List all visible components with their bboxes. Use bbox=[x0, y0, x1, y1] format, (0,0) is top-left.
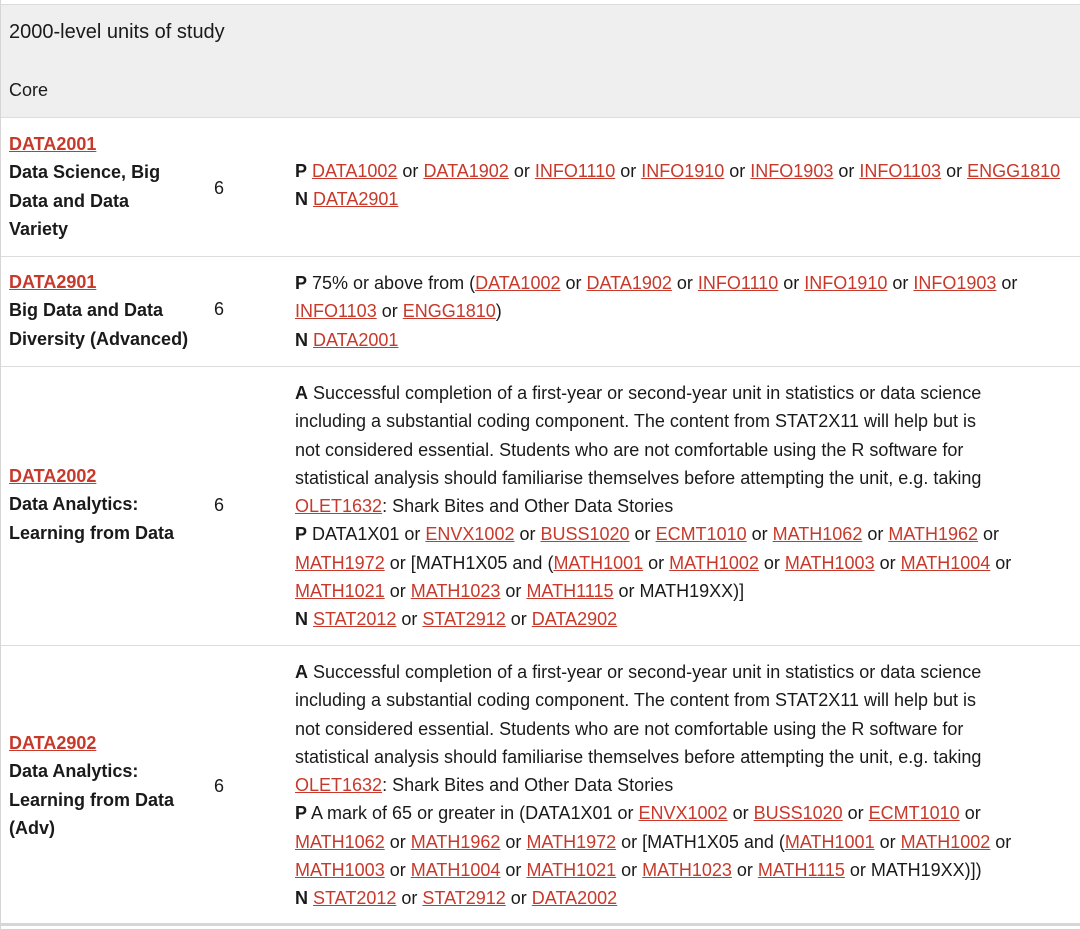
requirements bbox=[295, 157, 1080, 214]
requirement-text: or bbox=[508, 161, 535, 181]
requirement-line bbox=[295, 686, 1080, 714]
requirement-text: or bbox=[560, 273, 587, 293]
requirement-text: or bbox=[396, 888, 423, 909]
unit-link[interactable]: DATA2001 bbox=[313, 329, 399, 350]
requirement-text: : Shark Bites and Other Data Stories bbox=[382, 496, 674, 517]
requirement-text: or bbox=[778, 273, 805, 293]
requirement-text: or bbox=[978, 524, 1000, 545]
requirement-line bbox=[295, 520, 1080, 548]
unit-row bbox=[1, 118, 1080, 257]
unit-link[interactable]: INFO1903 bbox=[750, 161, 834, 181]
requirement-text: or bbox=[384, 831, 411, 852]
requirement-type-label: P bbox=[295, 803, 308, 824]
requirement-text: or bbox=[996, 273, 1018, 293]
unit-link[interactable]: MATH1001 bbox=[784, 831, 875, 852]
unit-code-link[interactable]: DATA2001 bbox=[9, 134, 97, 154]
requirement-text: or bbox=[862, 524, 889, 545]
requirement-type-label: P bbox=[295, 524, 308, 545]
unit-link[interactable]: DATA1002 bbox=[312, 161, 398, 181]
requirement-text: or bbox=[376, 301, 403, 322]
unit-name-line: Data and Data bbox=[9, 190, 130, 211]
unit-link[interactable]: INFO1903 bbox=[913, 273, 997, 293]
unit-link[interactable]: INFO1103 bbox=[295, 301, 377, 322]
requirement-type-label: N bbox=[295, 189, 308, 210]
unit-code-link[interactable]: DATA2002 bbox=[9, 466, 97, 486]
requirement-line bbox=[295, 658, 1080, 686]
requirement-line bbox=[295, 884, 1080, 912]
requirement-line bbox=[295, 269, 1080, 297]
requirement-line bbox=[295, 492, 1080, 520]
unit-link[interactable]: MATH1962 bbox=[888, 524, 979, 545]
unit-name-line: Big Data and Data bbox=[9, 300, 164, 321]
requirement-text: or bbox=[615, 161, 642, 181]
requirement-line bbox=[295, 326, 1080, 354]
unit-code-link[interactable]: DATA2901 bbox=[9, 272, 97, 292]
unit-row bbox=[1, 367, 1080, 646]
unit-link[interactable]: MATH1004 bbox=[410, 860, 501, 881]
requirement-text: 75% or above from ( bbox=[307, 273, 476, 293]
requirement-text: or bbox=[731, 860, 758, 881]
unit-cell bbox=[9, 268, 199, 353]
requirement-line bbox=[295, 856, 1080, 884]
requirement-text: or bbox=[616, 860, 643, 881]
requirement-text: or MATH19XX)]) bbox=[844, 860, 982, 881]
requirement-text: or bbox=[505, 609, 532, 630]
unit-cell bbox=[9, 729, 199, 842]
requirement-text: or MATH19XX)] bbox=[613, 581, 745, 602]
requirements bbox=[295, 269, 1080, 354]
unit-row bbox=[1, 257, 1080, 367]
unit-link[interactable]: MATH1062 bbox=[295, 831, 385, 852]
unit-link[interactable]: INFO1910 bbox=[804, 273, 888, 293]
unit-link[interactable]: DATA2902 bbox=[531, 609, 618, 630]
unit-link[interactable]: ECMT1010 bbox=[655, 524, 747, 545]
unit-name-line: Variety bbox=[9, 218, 69, 239]
unit-link[interactable]: INFO1910 bbox=[641, 161, 725, 181]
requirement-line bbox=[295, 799, 1080, 827]
unit-link[interactable]: DATA1002 bbox=[475, 273, 561, 293]
unit-link[interactable]: MATH1001 bbox=[553, 552, 644, 573]
requirement-text: or bbox=[887, 273, 914, 293]
requirement-text: including a substantial coding component. The content from STAT2X11 will help but is bbox=[295, 411, 977, 432]
requirement-text: or bbox=[941, 161, 968, 181]
unit-row bbox=[1, 646, 1080, 926]
requirement-text: or bbox=[758, 552, 785, 573]
requirement-type-label: P bbox=[295, 273, 308, 293]
requirement-text: or bbox=[990, 831, 1012, 852]
requirement-text: or [MATH1X05 and ( bbox=[616, 831, 785, 852]
section-subtitle: Core bbox=[9, 80, 49, 100]
requirement-text: or bbox=[959, 803, 981, 824]
unit-link[interactable]: MATH1002 bbox=[900, 831, 991, 852]
requirement-text: or bbox=[629, 524, 656, 545]
requirement-line bbox=[295, 185, 1080, 213]
unit-code-link[interactable]: DATA2902 bbox=[9, 733, 97, 753]
unit-link[interactable]: STAT2012 bbox=[313, 888, 397, 909]
requirement-line bbox=[295, 436, 1080, 464]
requirement-text: or bbox=[842, 803, 869, 824]
requirement-line bbox=[295, 771, 1080, 799]
requirement-text: or bbox=[671, 273, 698, 293]
unit-link[interactable]: INFO1110 bbox=[534, 161, 616, 181]
requirement-text: DATA1X01 or bbox=[307, 524, 426, 545]
unit-link[interactable]: MATH1021 bbox=[526, 860, 617, 881]
requirement-type-label: A bbox=[295, 662, 308, 682]
requirement-line bbox=[295, 715, 1080, 743]
credit-points: 6 bbox=[214, 299, 225, 319]
requirement-text: or bbox=[833, 161, 860, 181]
requirement-text: Successful completion of a first-year or second-year unit in statistics or data science bbox=[308, 383, 982, 403]
requirement-text: A mark of 65 or greater in (DATA1X01 or bbox=[307, 803, 639, 824]
requirement-line bbox=[295, 549, 1080, 577]
requirement-text: or bbox=[514, 524, 541, 545]
requirement-line bbox=[295, 407, 1080, 435]
credit-points: 6 bbox=[214, 178, 225, 198]
unit-link[interactable]: MATH1002 bbox=[669, 552, 759, 573]
section-header bbox=[1, 4, 1080, 118]
requirement-text: or bbox=[727, 803, 754, 824]
unit-link[interactable]: BUSS1020 bbox=[540, 524, 630, 545]
unit-link[interactable]: MATH1023 bbox=[642, 860, 732, 881]
requirement-line bbox=[295, 577, 1080, 605]
unit-link[interactable]: MATH1062 bbox=[772, 524, 863, 545]
requirement-type-label: N bbox=[295, 888, 308, 909]
requirement-text: including a substantial coding component. The content from STAT2X11 will help but is bbox=[295, 690, 977, 711]
requirement-text: or bbox=[990, 552, 1012, 573]
unit-link[interactable]: INFO1110 bbox=[697, 273, 779, 293]
unit-link[interactable]: INFO1103 bbox=[859, 161, 942, 181]
unit-link[interactable]: MATH1004 bbox=[900, 552, 991, 573]
requirement-text: or bbox=[874, 831, 901, 852]
requirement-text: not considered essential. Students who are not comfortable using the R software for bbox=[295, 439, 964, 460]
requirement-text: or bbox=[384, 581, 411, 602]
requirement-text: statistical analysis should familiarise themselves before attempting the unit, e.g. taking bbox=[295, 746, 982, 767]
unit-name-line: Learning from Data bbox=[9, 522, 175, 543]
requirement-text: or bbox=[500, 860, 527, 881]
requirement-text: or bbox=[505, 888, 532, 909]
requirement-line bbox=[295, 464, 1080, 492]
requirement-text: or bbox=[396, 609, 423, 630]
requirement-text: or bbox=[874, 552, 901, 573]
requirements bbox=[295, 379, 1080, 634]
requirement-line bbox=[295, 379, 1080, 407]
credit-points: 6 bbox=[214, 776, 225, 796]
unit-name-line: (Adv) bbox=[9, 817, 55, 838]
unit-link[interactable]: MATH1023 bbox=[410, 581, 501, 602]
requirement-text: or [MATH1X05 and ( bbox=[384, 552, 554, 573]
unit-link[interactable]: ENVX1002 bbox=[638, 803, 728, 824]
unit-cell bbox=[9, 462, 199, 547]
unit-link[interactable]: OLET1632 bbox=[295, 775, 383, 796]
unit-link[interactable]: MATH1003 bbox=[784, 552, 875, 573]
unit-name-line: Diversity (Advanced) bbox=[9, 328, 189, 349]
unit-cell bbox=[9, 130, 199, 243]
requirement-type-label: N bbox=[295, 329, 308, 350]
requirement-text: ) bbox=[495, 301, 502, 322]
requirement-text: not considered essential. Students who are not comfortable using the R software for bbox=[295, 718, 964, 739]
unit-link[interactable]: STAT2912 bbox=[422, 609, 506, 630]
unit-name-line: Data Analytics: bbox=[9, 494, 139, 515]
requirement-type-label: A bbox=[295, 383, 308, 403]
requirement-text: : Shark Bites and Other Data Stories bbox=[382, 775, 674, 796]
requirement-line bbox=[295, 297, 1080, 325]
requirement-line bbox=[295, 743, 1080, 771]
unit-link[interactable]: ENGG1810 bbox=[402, 301, 496, 322]
unit-link[interactable]: MATH1003 bbox=[295, 860, 385, 881]
unit-link[interactable]: DATA1902 bbox=[586, 273, 672, 293]
requirement-line bbox=[295, 828, 1080, 856]
unit-link[interactable]: STAT2012 bbox=[313, 609, 397, 630]
requirement-type-label: N bbox=[295, 609, 308, 630]
requirement-text: or bbox=[724, 161, 751, 181]
requirement-text: or bbox=[397, 161, 424, 181]
unit-link[interactable]: DATA2002 bbox=[531, 888, 618, 909]
requirements bbox=[295, 658, 1080, 913]
unit-name-line: Data Analytics: bbox=[9, 761, 139, 782]
unit-name-line: Data Science, Big bbox=[9, 162, 161, 183]
unit-link[interactable]: ENGG1810 bbox=[967, 161, 1061, 181]
unit-link[interactable]: MATH1115 bbox=[757, 860, 845, 881]
unit-link[interactable]: BUSS1020 bbox=[753, 803, 843, 824]
requirement-line bbox=[295, 605, 1080, 633]
unit-link[interactable]: MATH1972 bbox=[295, 552, 385, 573]
unit-link[interactable]: MATH1962 bbox=[410, 831, 501, 852]
unit-link[interactable]: ENVX1002 bbox=[425, 524, 515, 545]
credit-points: 6 bbox=[214, 495, 225, 515]
unit-link[interactable]: MATH1115 bbox=[526, 581, 614, 602]
unit-link[interactable]: STAT2912 bbox=[422, 888, 506, 909]
requirement-text: or bbox=[643, 552, 670, 573]
requirement-text: Successful completion of a first-year or second-year unit in statistics or data science bbox=[308, 662, 982, 682]
unit-link[interactable]: OLET1632 bbox=[295, 496, 383, 517]
unit-name-line: Learning from Data bbox=[9, 789, 175, 810]
unit-link[interactable]: MATH1021 bbox=[295, 581, 385, 602]
requirement-text: or bbox=[384, 860, 411, 881]
requirement-text: or bbox=[746, 524, 773, 545]
unit-link[interactable]: DATA1902 bbox=[423, 161, 509, 181]
unit-link[interactable]: DATA2901 bbox=[313, 189, 399, 210]
section-title: 2000-level units of study bbox=[9, 21, 225, 43]
requirement-text: or bbox=[500, 831, 527, 852]
unit-link[interactable]: MATH1972 bbox=[526, 831, 617, 852]
unit-link[interactable]: ECMT1010 bbox=[868, 803, 960, 824]
requirement-text: or bbox=[500, 581, 527, 602]
requirement-type-label: P bbox=[295, 161, 308, 181]
requirement-text: statistical analysis should familiarise themselves before attempting the unit, e.g. taking bbox=[295, 467, 982, 488]
requirement-line bbox=[295, 157, 1080, 185]
